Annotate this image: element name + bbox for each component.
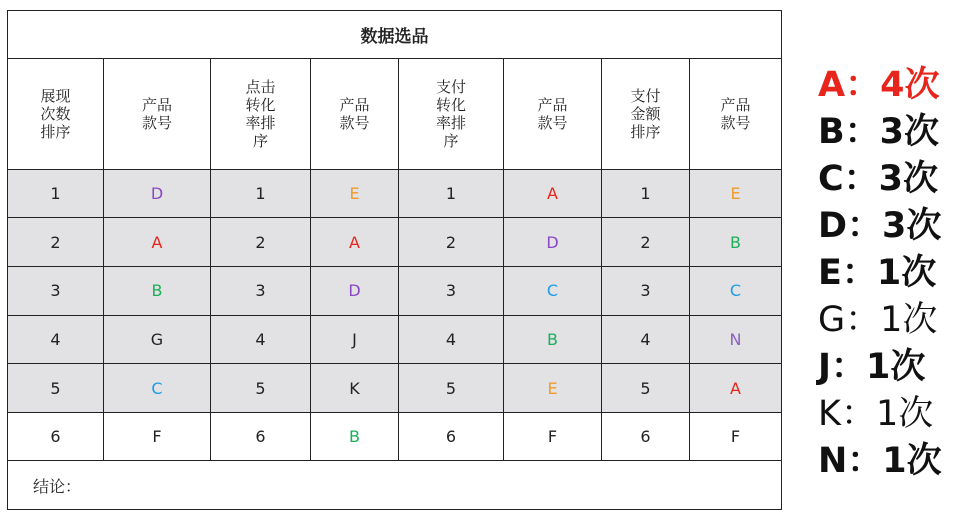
summary-item: N：1次	[818, 441, 942, 481]
header-pay-amount-rank: 支付 金额 排序	[602, 58, 690, 169]
rank-cell: 5	[602, 364, 690, 413]
header-row	[8, 58, 782, 169]
product-code-cell: F	[104, 412, 211, 461]
rank-cell: 6	[8, 412, 104, 461]
table-title: 数据选品	[8, 11, 782, 59]
summary-item: J：1次	[818, 347, 926, 387]
product-selection-table	[7, 10, 782, 510]
summary-item: A：4次	[818, 65, 940, 105]
summary-item: B：3次	[818, 112, 940, 152]
rank-cell: 1	[399, 169, 504, 218]
rank-cell: 1	[211, 169, 311, 218]
table-body	[8, 169, 782, 461]
rank-cell: 5	[211, 364, 311, 413]
rank-cell: 5	[8, 364, 104, 413]
product-code-cell: F	[504, 412, 602, 461]
rank-cell: 3	[399, 267, 504, 316]
product-code-cell: E	[690, 169, 782, 218]
product-code-cell: A	[690, 364, 782, 413]
occurrence-summary	[818, 62, 966, 485]
rank-cell: 6	[211, 412, 311, 461]
rank-cell: 6	[602, 412, 690, 461]
rank-cell: 4	[399, 315, 504, 364]
rank-cell: 3	[602, 267, 690, 316]
product-code-cell: F	[690, 412, 782, 461]
header-product-code: 产品 款号	[311, 58, 399, 169]
header-product-code: 产品 款号	[104, 58, 211, 169]
product-code-cell: J	[311, 315, 399, 364]
table-row	[8, 364, 782, 413]
rank-cell: 6	[399, 412, 504, 461]
summary-item: D：3次	[818, 206, 942, 246]
rank-cell: 3	[8, 267, 104, 316]
table-row	[8, 169, 782, 218]
rank-cell: 4	[8, 315, 104, 364]
product-code-cell: C	[104, 364, 211, 413]
product-code-cell: K	[311, 364, 399, 413]
table-row	[8, 218, 782, 267]
header-product-code: 产品 款号	[504, 58, 602, 169]
product-code-cell: E	[311, 169, 399, 218]
rank-cell: 1	[602, 169, 690, 218]
product-code-cell: C	[690, 267, 782, 316]
rank-cell: 4	[211, 315, 311, 364]
rank-cell: 4	[602, 315, 690, 364]
summary-item: C：3次	[818, 159, 939, 199]
product-code-cell: N	[690, 315, 782, 364]
rank-cell: 1	[8, 169, 104, 218]
summary-item: E：1次	[818, 253, 937, 293]
product-code-cell: E	[504, 364, 602, 413]
header-pay-rate-rank: 支付 转化 率排 序	[399, 58, 504, 169]
table-row	[8, 412, 782, 461]
product-code-cell: B	[311, 412, 399, 461]
table-row	[8, 315, 782, 364]
rank-cell: 5	[399, 364, 504, 413]
table-row	[8, 267, 782, 316]
summary-item: K：1次	[818, 394, 934, 434]
product-code-cell: B	[104, 267, 211, 316]
product-code-cell: D	[104, 169, 211, 218]
header-click-rate-rank: 点击 转化 率排 序	[211, 58, 311, 169]
rank-cell: 2	[8, 218, 104, 267]
rank-cell: 2	[399, 218, 504, 267]
product-code-cell: A	[504, 169, 602, 218]
product-code-cell: G	[104, 315, 211, 364]
product-code-cell: B	[690, 218, 782, 267]
product-code-cell: C	[504, 267, 602, 316]
product-code-cell: A	[104, 218, 211, 267]
summary-item: G：1次	[818, 300, 938, 340]
product-code-cell: B	[504, 315, 602, 364]
header-product-code: 产品 款号	[690, 58, 782, 169]
rank-cell: 2	[211, 218, 311, 267]
product-code-cell: A	[311, 218, 399, 267]
product-code-cell: D	[311, 267, 399, 316]
rank-cell: 2	[602, 218, 690, 267]
product-code-cell: D	[504, 218, 602, 267]
header-impressions-rank: 展现 次数 排序	[8, 58, 104, 169]
rank-cell: 3	[211, 267, 311, 316]
conclusion-label: 结论：	[8, 461, 782, 510]
